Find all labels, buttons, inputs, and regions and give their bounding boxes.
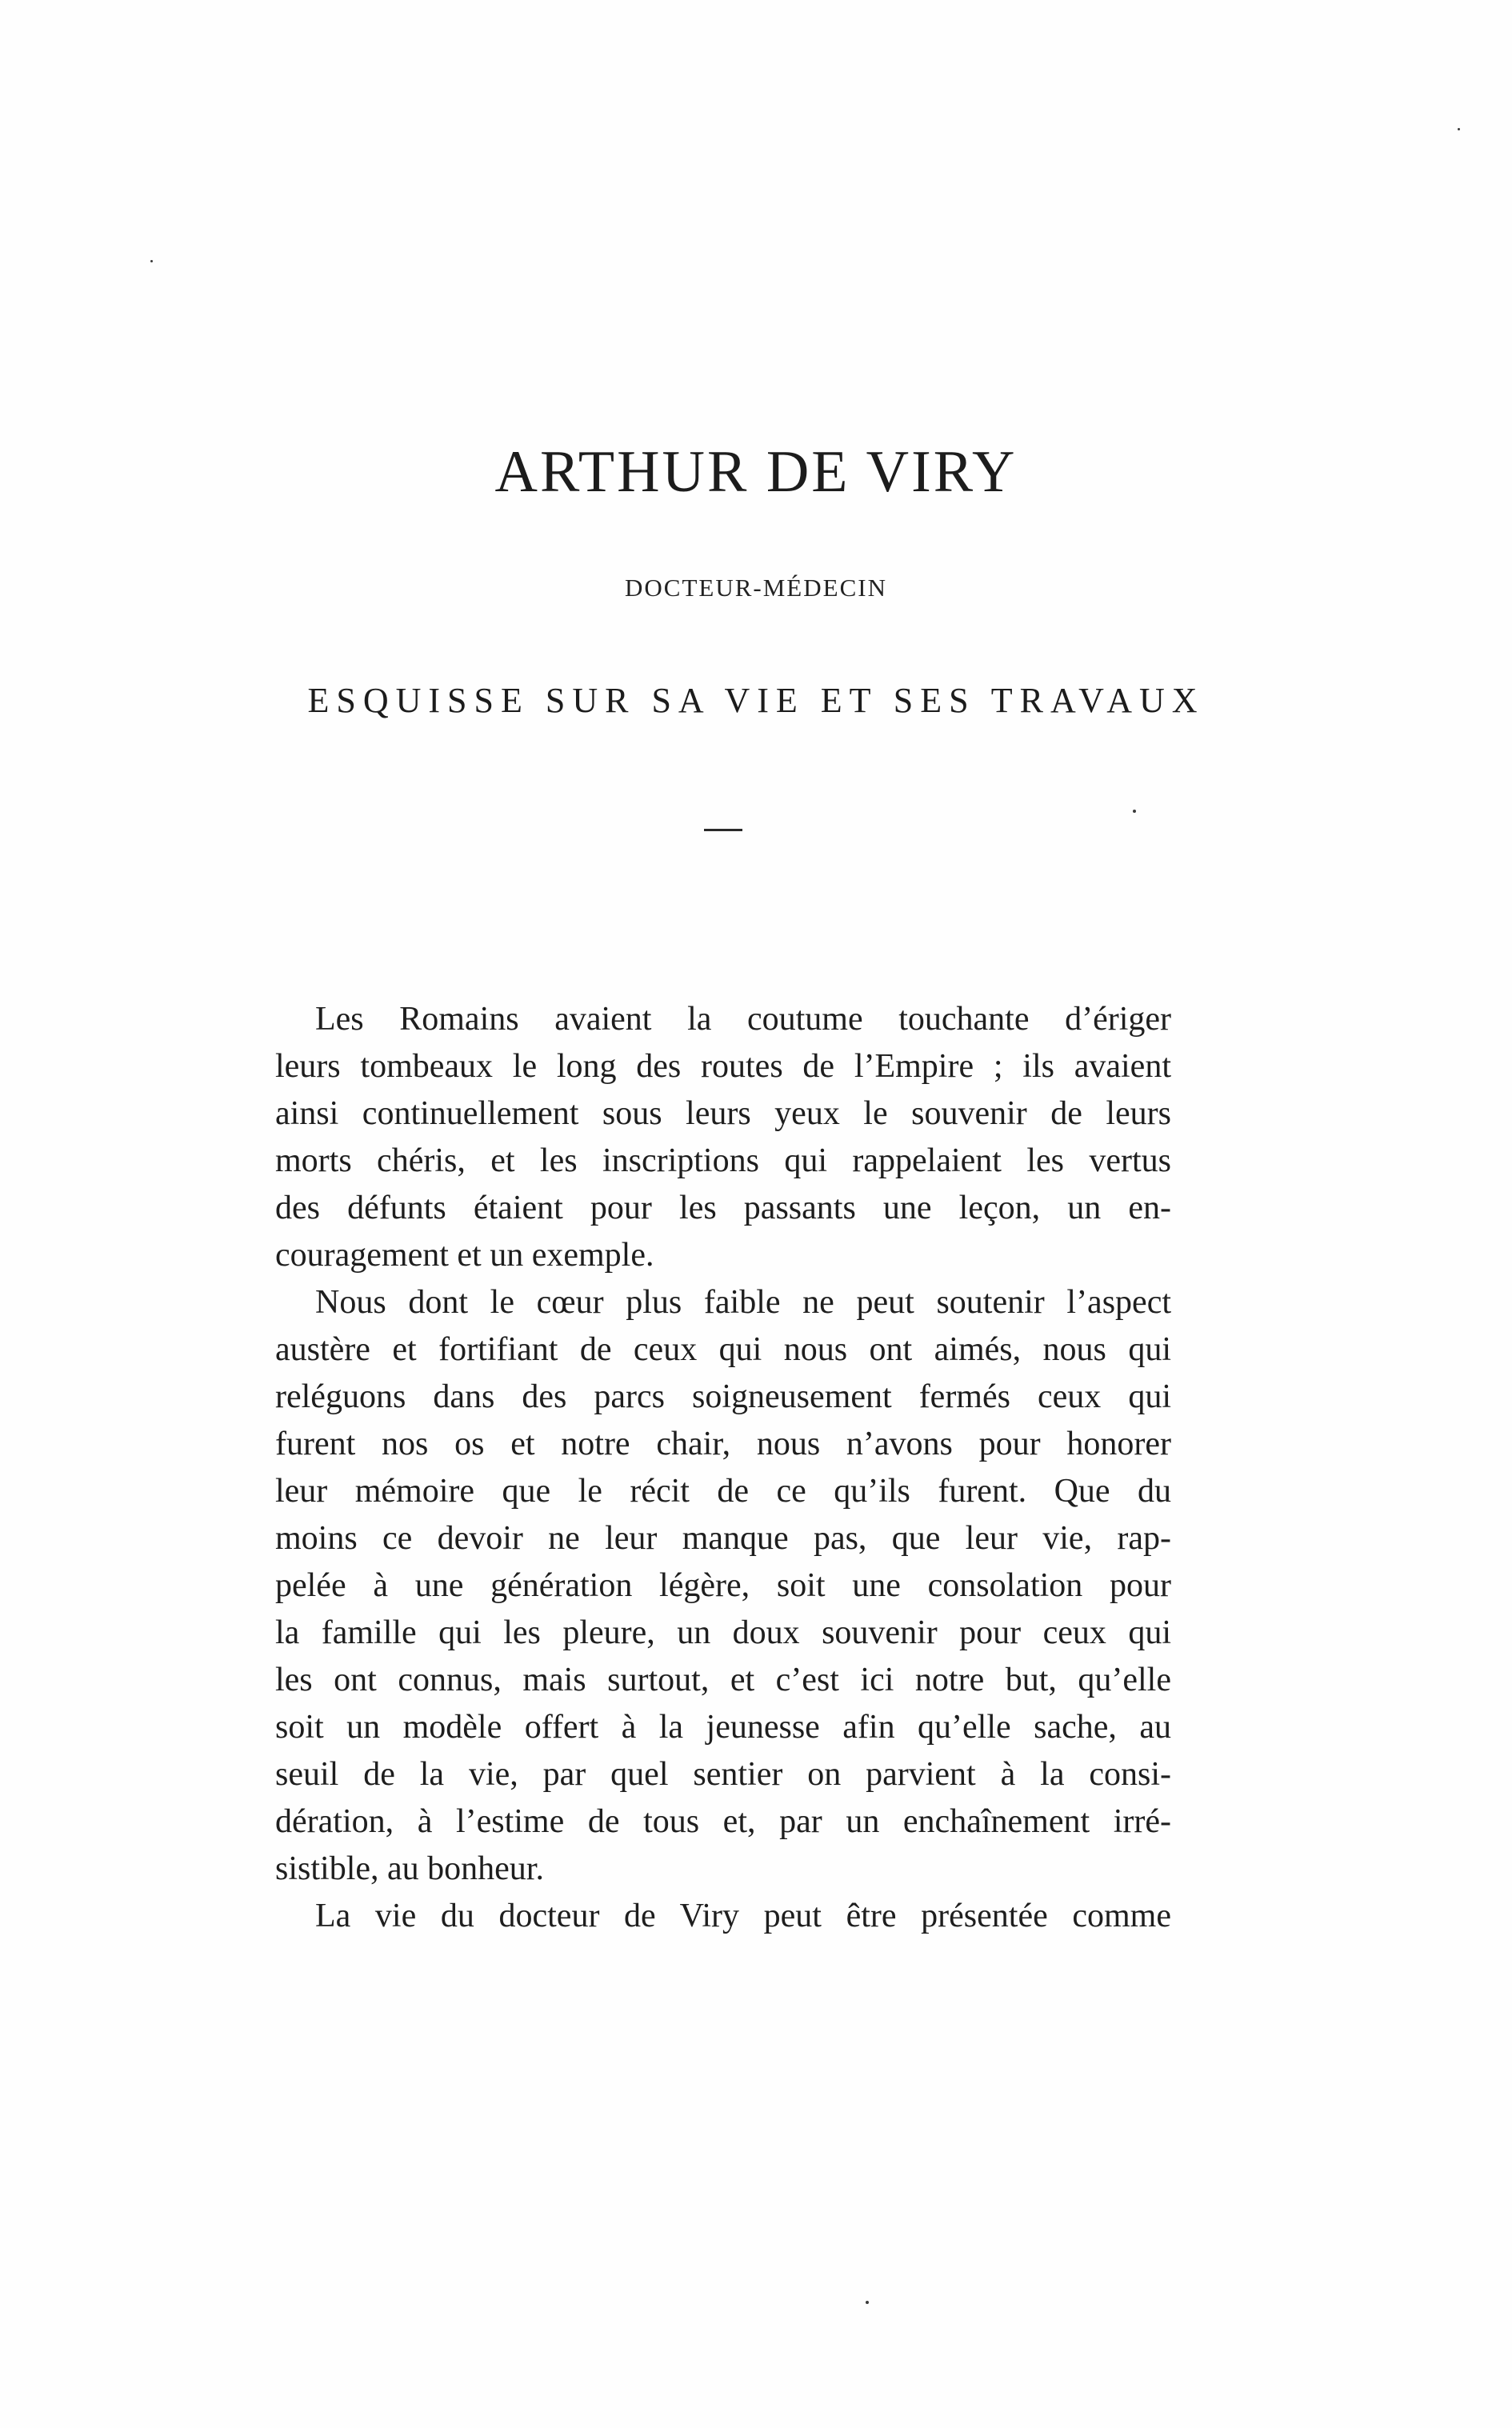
text-line: leurs tombeaux le long des routes de l’Empire ; ils avaient	[275, 1048, 1171, 1085]
text-line: Les Romains avaient la coutume touchante d’ériger	[315, 1001, 1171, 1038]
text-line: austère et fortifiant de ceux qui nous ont aimés, nous qui	[275, 1331, 1171, 1368]
print-speck	[150, 260, 153, 262]
text-line: furent nos os et notre chair, nous n’avons pour honorer	[275, 1426, 1171, 1462]
print-speck	[1458, 128, 1460, 130]
text-line: la famille qui les pleure, un doux souvenir pour ceux qui	[275, 1614, 1171, 1651]
text-line: les ont connus, mais surtout, et c’est ici notre but, qu’elle	[275, 1662, 1171, 1698]
page-title: ARTHUR DE VIRY	[494, 439, 1018, 505]
text-line: sistible, au bonheur.	[275, 1850, 544, 1887]
separator-rule	[704, 829, 742, 831]
text-line: morts chéris, et les inscriptions qui rappelaient les vertus	[275, 1142, 1171, 1179]
text-line: moins ce devoir ne leur manque pas, que leur vie, rap-	[275, 1520, 1171, 1557]
text-line: dération, à l’estime de tous et, par un enchaînement irré-	[275, 1803, 1171, 1840]
text-line: couragement et un exemple.	[275, 1237, 654, 1274]
text-line: soit un modèle offert à la jeunesse afin qu’elle sache, au	[275, 1709, 1171, 1746]
text-line: La vie du docteur de Viry peut être présentée comme	[315, 1898, 1171, 1934]
text-line: pelée à une génération légère, soit une consolation pour	[275, 1567, 1171, 1604]
text-line: des défunts étaient pour les passants une leçon, un en-	[275, 1190, 1171, 1226]
page-subtitle: DOCTEUR-MÉDECIN	[625, 574, 887, 602]
text-line: leur mémoire que le récit de ce qu’ils furent. Que du	[275, 1473, 1171, 1510]
section-heading: ESQUISSE SUR SA VIE ET SES TRAVAUX	[307, 681, 1205, 720]
text-line: Nous dont le cœur plus faible ne peut soutenir l’aspect	[315, 1284, 1171, 1321]
body-text	[275, 996, 1171, 1940]
text-line: reléguons dans des parcs soigneusement fermés ceux qui	[275, 1378, 1171, 1415]
text-line: ainsi continuellement sous leurs yeux le souvenir de leurs	[275, 1095, 1171, 1132]
print-speck	[866, 2301, 869, 2304]
print-speck	[1133, 810, 1136, 813]
text-line: seuil de la vie, par quel sentier on parvient à la consi-	[275, 1756, 1171, 1793]
